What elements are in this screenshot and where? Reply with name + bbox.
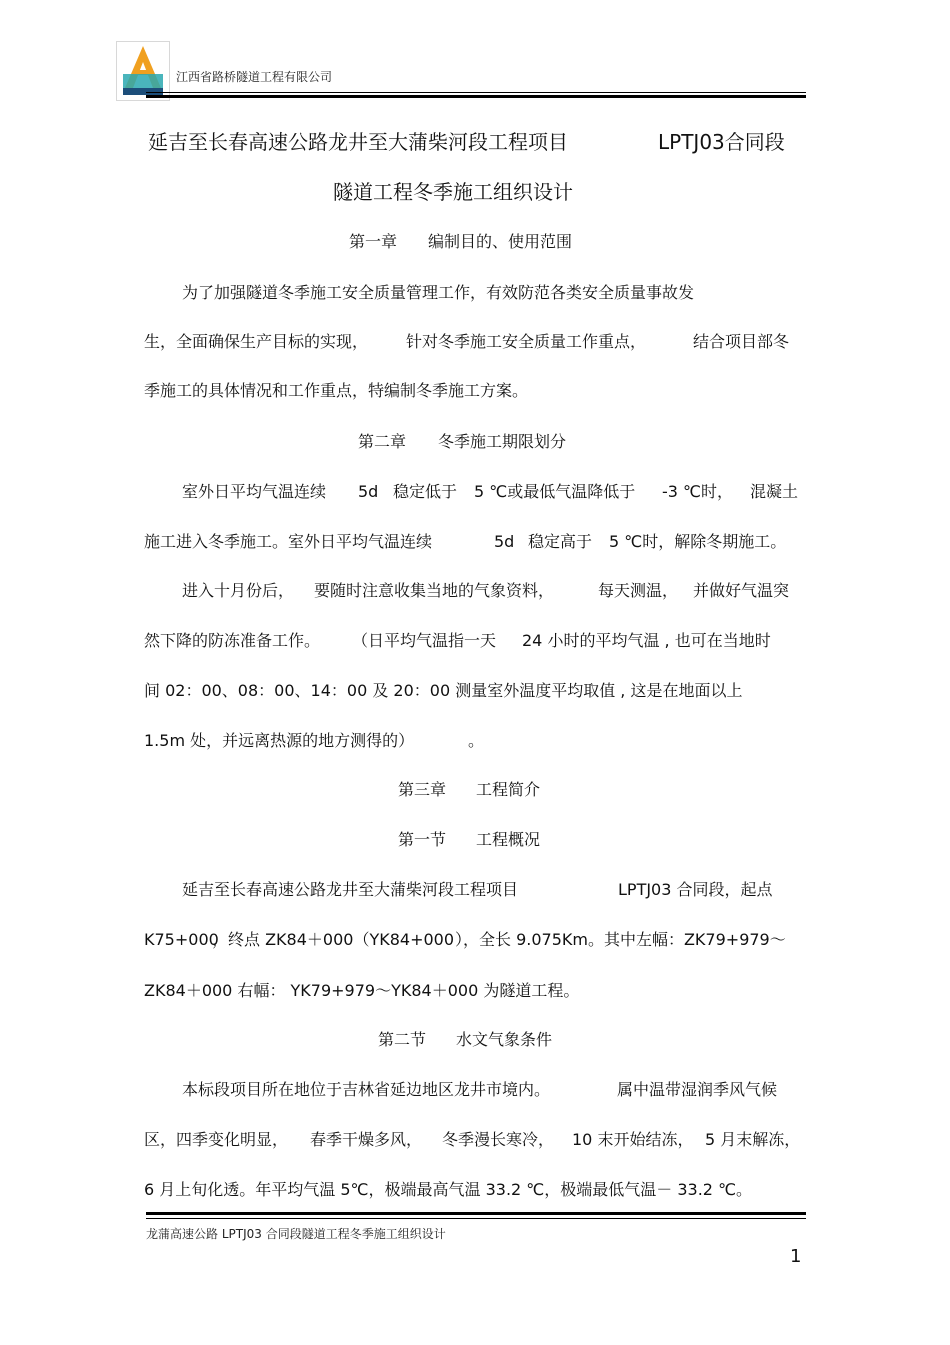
page-number: 1 bbox=[790, 1246, 802, 1267]
s1-p1-l1-b: LPTJ03 合同段，起点 bbox=[618, 880, 773, 899]
s1-p1-l3: ZK84＋000 右幅： YK79+979～YK84＋000 为隧道工程。 bbox=[144, 981, 580, 1000]
ch1-p1-l1: 为了加强隧道冬季施工安全质量管理工作，有效防范各类安全质量事故发 bbox=[182, 283, 695, 302]
s2-p1-l2-e: 5 月末解冻， bbox=[705, 1130, 801, 1149]
ch2-p1-l1-e: -3 ℃时， bbox=[662, 482, 734, 501]
s1-p1-l2-a: K75+000 bbox=[144, 930, 219, 949]
chapter-2-title: 冬季施工期限划分 bbox=[438, 432, 567, 451]
ch2-p1-l1-c: 稳定低于 bbox=[393, 482, 458, 501]
s1-p1-l2-c: ），全长 9.075Km。其中左幅：ZK79+979～ bbox=[455, 930, 786, 949]
ch2-p1-l2-b: 5d bbox=[494, 532, 515, 551]
ch2-p2-l4-a: 1.5m 处，并远离热源的地方测得的） bbox=[144, 731, 415, 750]
ch2-p2-l2-a: 然下降的防冻准备工作。 bbox=[144, 631, 321, 650]
company-name: 江西省路桥隧道工程有限公司 bbox=[176, 70, 333, 84]
ch2-p1-l1-a: 室外日平均气温连续 bbox=[182, 482, 327, 501]
ch2-p2-l4-b: 。 bbox=[468, 731, 485, 750]
s1-p1-l1-a: 延吉至长春高速公路龙井至大蒲柴河段工程项目 bbox=[182, 880, 519, 899]
ch2-p2-l1-d: 并做好气温突 bbox=[693, 581, 790, 600]
ch2-p1-l1-d: 5 ℃或最低气温降低于 bbox=[474, 482, 636, 501]
s2-p1-l2-c: 冬季漫长寒冷， bbox=[442, 1130, 555, 1149]
chapter-1-number: 第一章 bbox=[349, 232, 398, 251]
ch2-p1-l2-c: 稳定高于 bbox=[528, 532, 593, 551]
s2-p1-l2-d: 10 末开始结冻， bbox=[572, 1130, 694, 1149]
ch1-p1-l2-b: 针对冬季施工安全质量工作重点， bbox=[406, 332, 647, 351]
s2-p1-l2-a: 区，四季变化明显， bbox=[144, 1130, 289, 1149]
chapter-3-title: 工程简介 bbox=[476, 780, 541, 799]
ch2-p2-l2-c: 24 小时的平均气温 , 也可在当地时 bbox=[522, 631, 771, 650]
doc-title-line1-b: LPTJ03合同段 bbox=[658, 130, 785, 154]
ch2-p1-l2-a: 施工进入冬季施工。室外日平均气温连续 bbox=[144, 532, 433, 551]
footer-rule-thick bbox=[146, 1212, 806, 1215]
header-rule-thin bbox=[146, 92, 806, 93]
section-2-title: 水文气象条件 bbox=[456, 1030, 553, 1049]
ch2-p2-l1-c: 每天测温， bbox=[598, 581, 679, 600]
chapter-1-title: 编制目的、使用范围 bbox=[428, 232, 573, 251]
s2-p1-l2-b: 春季干燥多风， bbox=[310, 1130, 423, 1149]
section-1-number: 第一节 bbox=[398, 830, 447, 849]
s2-p1-l1-b: 属中温带湿润季风气候 bbox=[617, 1080, 778, 1099]
ch2-p1-l1-f: 混凝土 bbox=[750, 482, 799, 501]
section-1-title: 工程概况 bbox=[476, 830, 541, 849]
ch2-p1-l1-b: 5d bbox=[358, 482, 379, 501]
s2-p1-l1-a: 本标段项目所在地位于吉林省延边地区龙井市境内。 bbox=[182, 1080, 551, 1099]
header-rule-thick bbox=[146, 95, 806, 98]
ch2-p2-l1-b: 要随时注意收集当地的气象资料， bbox=[314, 581, 555, 600]
doc-title-line1-a: 延吉至长春高速公路龙井至大蒲柴河段工程项目 bbox=[148, 130, 568, 154]
ch2-p2-l1-a: 进入十月份后， bbox=[182, 581, 295, 600]
s1-p1-l2-b: ，终点 ZK84＋000（YK84+000 bbox=[212, 930, 455, 949]
ch2-p1-l2-d: 5 ℃时，解除冬期施工。 bbox=[609, 532, 787, 551]
chapter-2-number: 第二章 bbox=[358, 432, 407, 451]
footer-rule-thin bbox=[146, 1218, 806, 1219]
chapter-3-number: 第三章 bbox=[398, 780, 447, 799]
doc-title-line2: 隧道工程冬季施工组织设计 bbox=[333, 180, 573, 204]
ch1-p1-l2-c: 结合项目部冬 bbox=[693, 332, 790, 351]
ch1-p1-l3: 季施工的具体情况和工作重点，特编制冬季施工方案。 bbox=[144, 381, 529, 400]
s2-p1-l3: 6 月上旬化透。年平均气温 5℃，极端最高气温 33.2 ℃，极端最低气温－ 33.2 ℃。 bbox=[144, 1180, 753, 1199]
footer-text: 龙蒲高速公路 LPTJ03 合同段隧道工程冬季施工组织设计 bbox=[146, 1227, 446, 1241]
ch2-p2-l3: 间 02：00、08：00、14：00 及 20：00 测量室外温度平均取值 , 这是在地面以上 bbox=[144, 681, 743, 700]
section-2-number: 第二节 bbox=[378, 1030, 427, 1049]
ch2-p2-l2-b: （日平均气温指一天 bbox=[352, 631, 497, 650]
ch1-p1-l2-a: 生，全面确保生产目标的实现， bbox=[144, 332, 369, 351]
